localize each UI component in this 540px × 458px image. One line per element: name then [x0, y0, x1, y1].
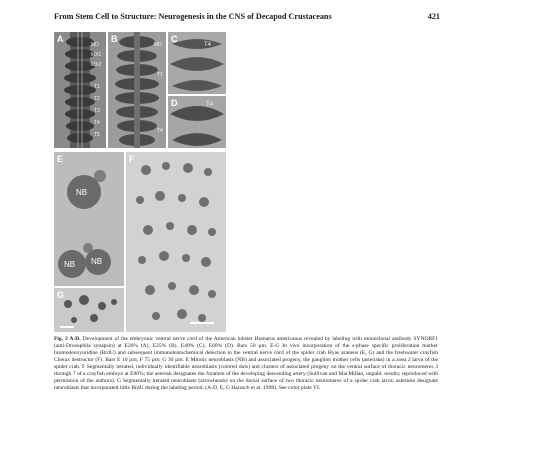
- panel-a-tag: T3: [94, 108, 100, 114]
- figure-caption: [54, 336, 438, 392]
- panel-label-a: A: [57, 34, 64, 44]
- panel-label-e: E: [57, 154, 64, 164]
- panel-a-tag: T2: [94, 96, 100, 102]
- figure-panel-e: [54, 152, 124, 286]
- panel-a-tag: MX1: [91, 52, 102, 58]
- figure-panel-f: [126, 152, 226, 332]
- panel-label-c: C: [171, 34, 178, 44]
- neuroblast-label: NB: [76, 188, 88, 197]
- panel-a-tag: MD: [91, 42, 99, 48]
- neuroblast-label: NB: [64, 260, 76, 269]
- panel-b-tag: T1: [157, 72, 163, 78]
- panel-label-b: B: [111, 34, 118, 44]
- panel-a-tag: MX2: [91, 62, 102, 68]
- neuroblast-label: NB: [91, 257, 103, 266]
- figure-panel-b: [108, 32, 166, 148]
- panel-c-tag: T4: [204, 42, 212, 48]
- panel-a-tag: T1: [94, 84, 100, 90]
- figure-panel-d: [168, 96, 226, 148]
- running-title: From Stem Cell to Structure: Neurogenesis in the CNS of Decapod Crustaceans: [54, 12, 332, 21]
- panel-d-tag: T4: [206, 102, 214, 108]
- figure-panel-c: [168, 32, 226, 94]
- page-number: 421: [427, 12, 440, 21]
- panel-b-tag: MD: [154, 42, 162, 48]
- running-header: [54, 12, 440, 26]
- figure-panel-a: [54, 32, 106, 148]
- figure-panel-g: [54, 288, 124, 332]
- panel-a-tag: T4: [94, 120, 100, 126]
- panel-label-f: F: [129, 154, 135, 164]
- caption-text: Development of the embryonic ventral nerve cord of the American lobster Homarus americanus revealed by labeling with monoclonal antibody SYNORF1 (anti-Drosophila synapsin) at E20% (A), E25% (B), E40% (C), E60% (D). Bars 50 µm. E-G In vivo incorporation of the s-phase specific proliferation marker bromodeoxyuridine (BrdU) and subsequent immunohistochemical detection in the ventral nerve cord of the spider crab Hyas araneus (E, G) and the freshwater crayfish Cherax destructor (F). Bars E 10 µm; F 75 µm; G 30 µm. E Mitotic neuroblasts (NB) and associated progeny, the ganglion mother cells (asterisks) in a zoea 2 larva of the spider crab. F Segmentally iterated, individually identifiable neuroblasts (colored dots) and clusters of associated progeny on the ventral surface of thoracic neuromeres 3 through 7 of a crayfish embryo at E90%; the asterisk designates the foramen of the developing descending artery (Sullivan and MacMillan, unpubl. results; reproduced with permission of the authors). G Segmentally iterated neuroblasts (arrowheads) on the dorsal surface of two thoracic neuromeres of a spider crab larva; asterisks designate neuroblasts that incorporated little BrdU during the labeling period. (A-D, E, G Harzsch et al. 1998). See color plate VI.: [54, 336, 439, 392]
- caption-figure-label: Fig. 3 A-D.: [54, 336, 81, 342]
- panel-b-tag: T4: [157, 128, 163, 134]
- panel-a-tag: T5: [94, 132, 100, 138]
- panel-label-g: G: [57, 290, 65, 300]
- panel-label-d: D: [171, 98, 178, 108]
